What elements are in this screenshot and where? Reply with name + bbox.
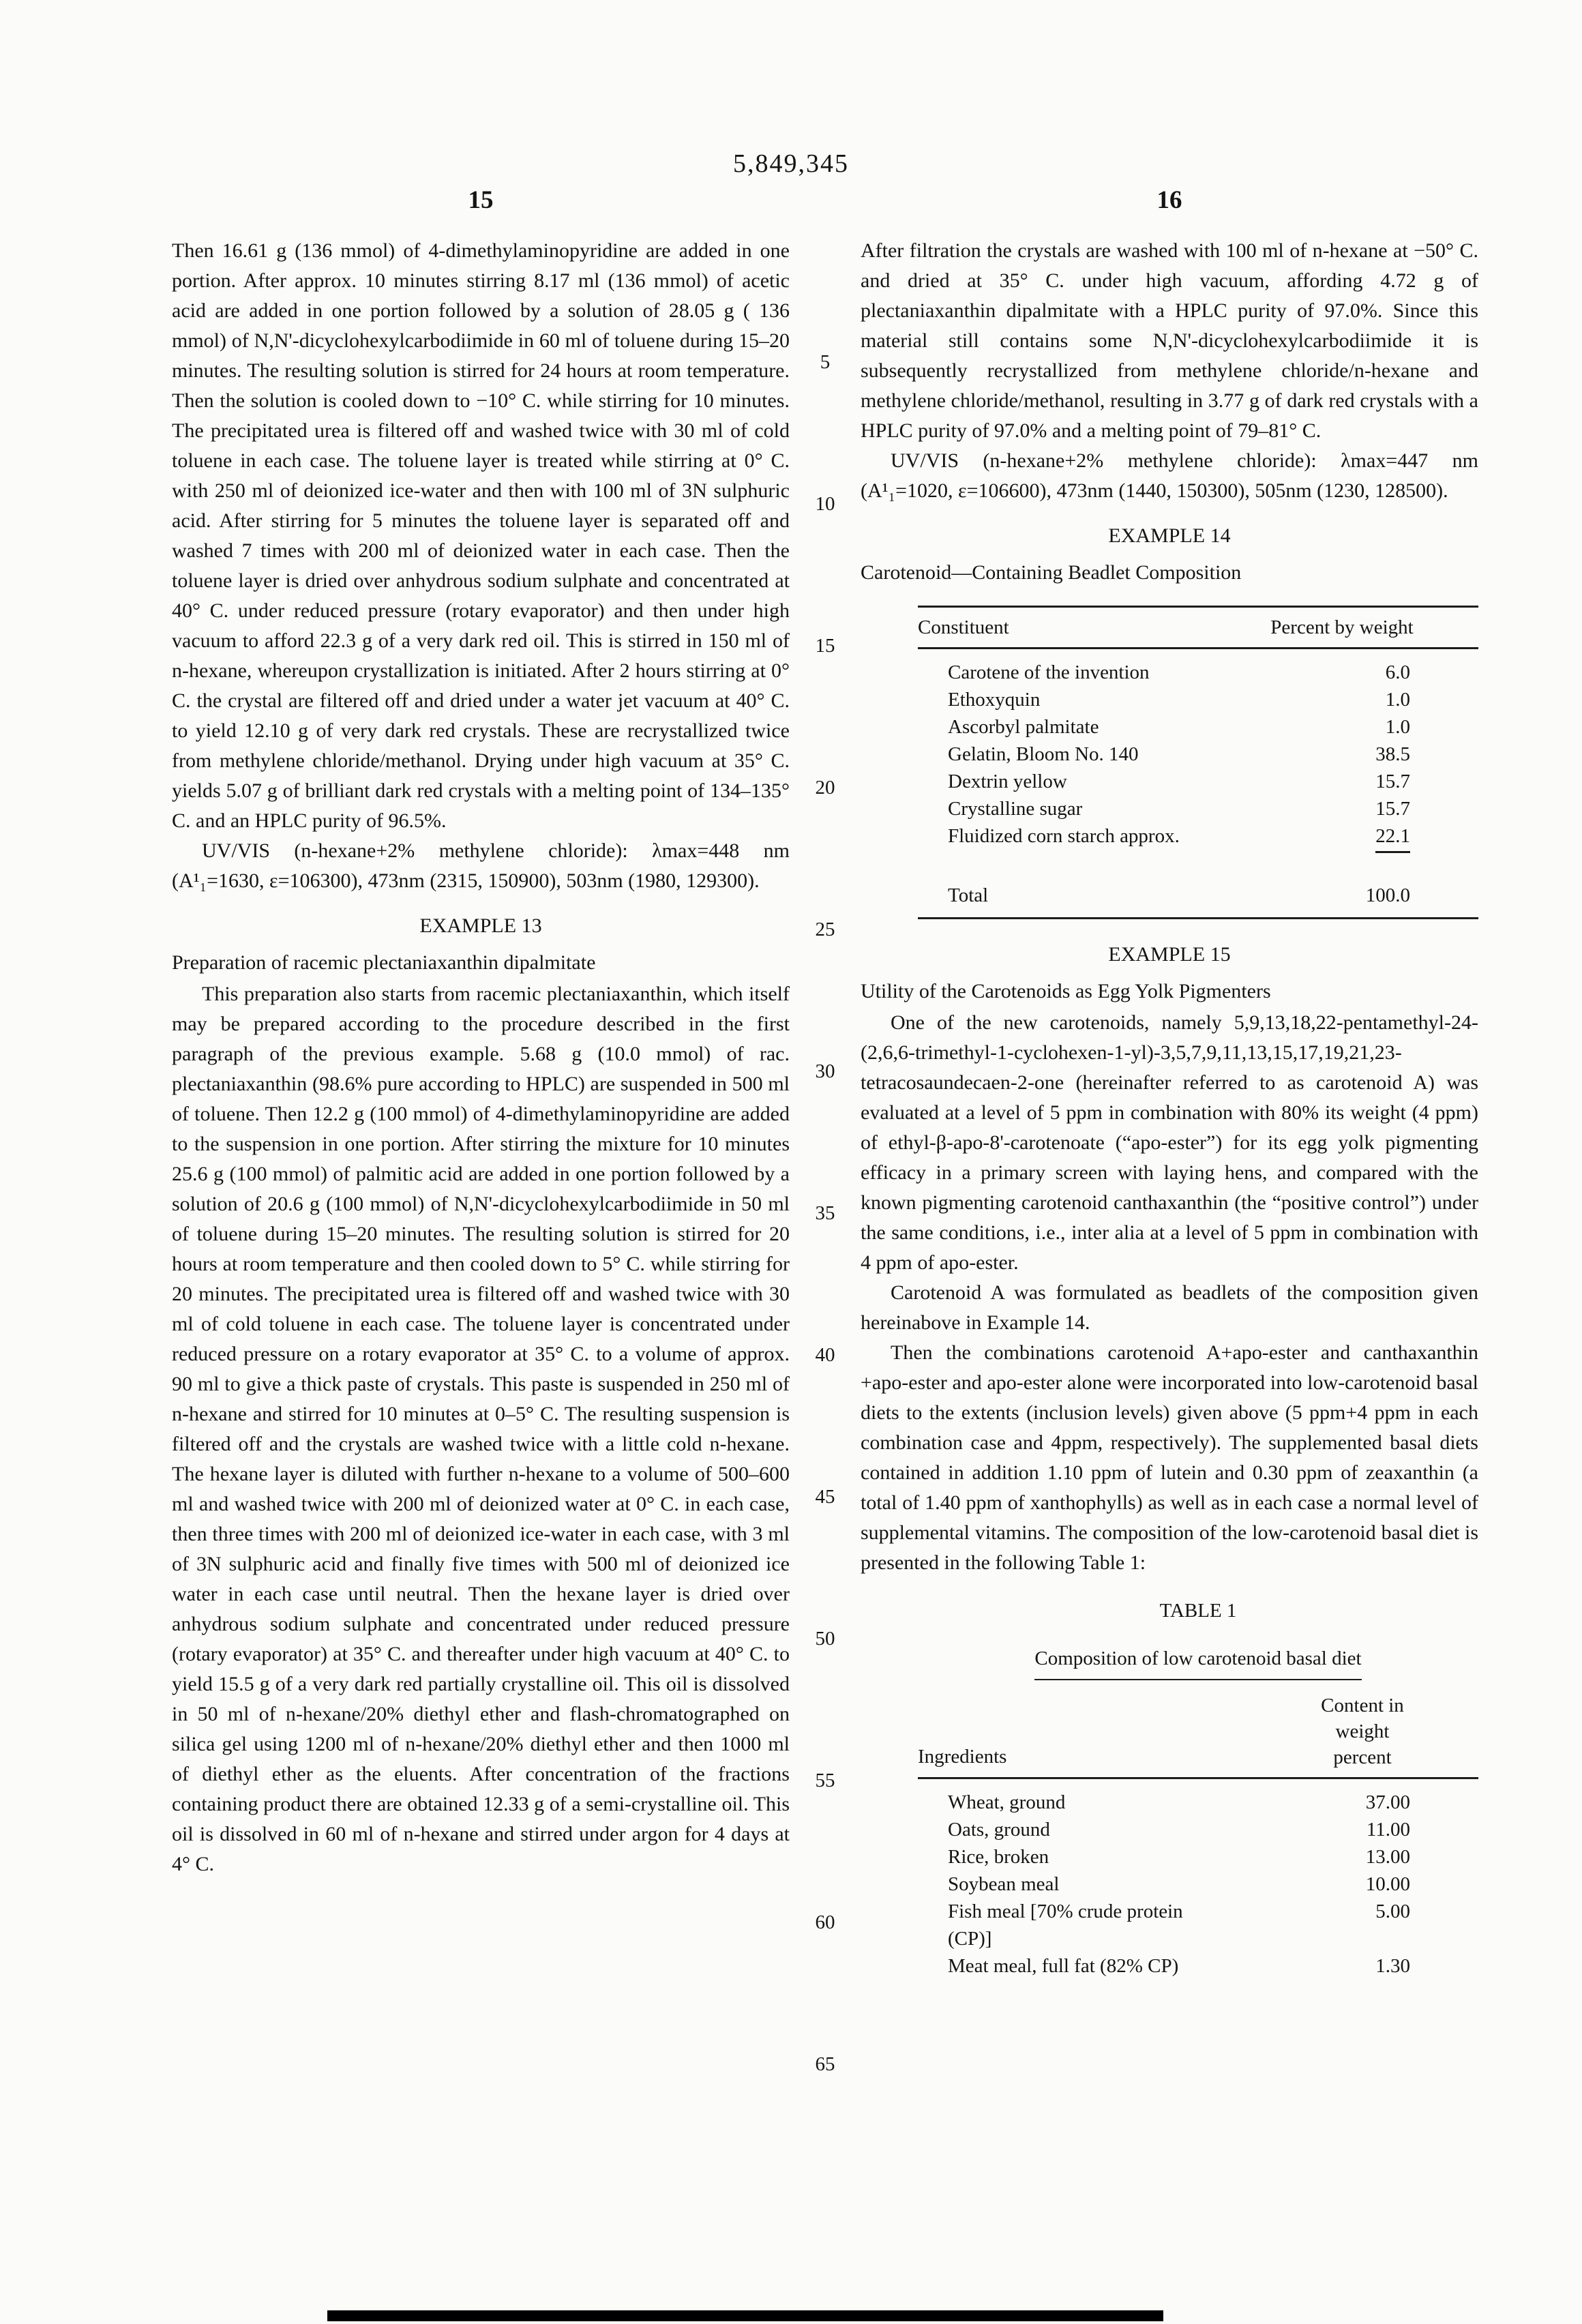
table-row <box>918 1952 1478 1980</box>
horizontal-rule <box>918 917 1478 919</box>
paragraph-procedure-continuation: Then 16.61 g (136 mmol) of 4-dimethylaminopyridine are added in one portion. After approx. 10 minutes stirring 8.17 ml (136 mmol) of acetic acid are added in one portion followed by a solution of 28.05 g ( 136 mmol) of N,N'-dicyclohexylcarbodiimide in 60 ml of toluene during 15–20 minutes. The resulting solution is stirred for 24 hours at room temperature. Then the solution is cooled down to −10° C. while stirring for 10 minutes. The precipitated urea is filtered off and washed twice with 30 ml of cold toluene in each case. The toluene layer is treated while stirring at 0° C. with 250 ml of deionized ice-water and then with 100 ml of 3N sulphuric acid. After stirring for 5 minutes the toluene layer is separated off and washed 7 times with 200 ml of deionized water in each case. Then the toluene layer is dried over anhydrous sodium sulphate and concentrated at 40° C. under reduced pressure (rotary evaporator) and then under high vacuum to afford 22.3 g of a very dark red oil. This is stirred in 150 ml of n-hexane, whereupon crystallization is initiated. After 2 hours stirring at 0° C. the crystal are filtered off and dried under a water jet vacuum at 40° C. to yield 12.10 g of very dark red crystals. These are recrystallized twice from methylene chloride/methanol. Drying under high vacuum at 35° C. yields 5.07 g of brilliant dark red crystals with a melting point of 134–135° C. and an HPLC purity of 96.5%. <box>172 239 790 832</box>
basal-diet-table <box>918 1596 1478 1980</box>
beadlet-composition-table <box>918 606 1478 919</box>
cell-percent: 38.5 <box>1375 743 1410 765</box>
scan-artifact-bar <box>327 2310 1163 2321</box>
cell-constituent: Gelatin, Bloom No. 140 <box>948 743 1139 765</box>
cell-content: 37.00 <box>1365 1791 1410 1813</box>
cell-constituent: Fluidized corn starch approx. <box>948 825 1180 847</box>
example-15-subtitle: Utility of the Carotenoids as Egg Yolk Pigmenters <box>861 980 1271 1002</box>
cell-content: 5.00 <box>1375 1901 1410 1922</box>
line-number: 15 <box>815 635 835 657</box>
table-body <box>918 649 1478 917</box>
cell-content: 13.00 <box>1365 1846 1410 1868</box>
table-row <box>918 768 1478 795</box>
cell-ingredient: Wheat, ground <box>948 1791 1066 1813</box>
example-13-heading: EXAMPLE 13 <box>419 914 542 937</box>
patent-number: 5,849,345 <box>733 149 849 178</box>
line-number: 20 <box>815 777 835 799</box>
paragraph-beadlet-formulation: Carotenoid A was formulated as beadlets of the composition given hereinabove in Example 14. <box>861 1281 1478 1334</box>
cell-percent: 1.0 <box>1385 689 1410 711</box>
table-row <box>918 795 1478 822</box>
left-column <box>172 236 790 1879</box>
table-header-row <box>918 1693 1478 1777</box>
cell-content: 1.30 <box>1375 1955 1410 1977</box>
line-number: 35 <box>815 1202 835 1224</box>
cell-constituent: Carotene of the invention <box>948 661 1150 683</box>
cell-constituent: Ethoxyquin <box>948 689 1041 711</box>
column-header-ingredients: Ingredients <box>918 1746 1007 1768</box>
cell-ingredient: Soybean meal <box>948 1873 1060 1895</box>
cell-content: 11.00 <box>1366 1819 1410 1841</box>
line-number: 65 <box>815 2053 835 2075</box>
line-number: 55 <box>815 1770 835 1791</box>
table-row <box>918 1898 1478 1952</box>
cell-constituent: Ascorbyl palmitate <box>948 716 1099 738</box>
cell-ingredient: Meat meal, full fat (82% CP) <box>948 1955 1179 1977</box>
table-row <box>918 1843 1478 1871</box>
cell-ingredient: Oats, ground <box>948 1819 1050 1841</box>
table-1-title: TABLE 1 <box>1159 1600 1237 1622</box>
column-header-content: Content in weight percent <box>1321 1695 1404 1768</box>
line-number: 25 <box>815 919 835 940</box>
table-row <box>918 686 1478 713</box>
table-1-caption <box>918 1643 1478 1680</box>
example-15-heading: EXAMPLE 15 <box>1108 943 1231 966</box>
cell-percent: 15.7 <box>1375 771 1410 792</box>
column-header-percent: Percent by weight <box>1270 616 1414 638</box>
line-number: 30 <box>815 1060 835 1082</box>
table-row <box>918 1816 1478 1843</box>
cell-percent: 1.0 <box>1385 716 1410 738</box>
line-number: 40 <box>815 1344 835 1366</box>
table-1-caption-text: Composition of low carotenoid basal diet <box>1034 1643 1361 1680</box>
table-row <box>918 713 1478 741</box>
paragraph-basal-diets: Then the combinations carotenoid A+apo-ester and canthaxanthin +apo-ester and apo-ester alone were incorporated into low-carotenoid basal diets to the extents (inclusion levels) given above (5 ppm+4 ppm in each combination case and 4ppm, respectively). The supplemented basal diets contained in addition 1.10 ppm of lutein and 0.30 ppm of zeaxanthin (a total of 1.40 ppm of xanthophylls) as well as in each case a normal level of supplemental vitamins. The composition of the low-carotenoid basal diet is presented in the following Table 1: <box>861 1341 1478 1574</box>
right-column <box>861 236 1478 2000</box>
line-number: 5 <box>820 351 831 373</box>
column-header-constituent: Constituent <box>918 616 1009 638</box>
cell-percent: 15.7 <box>1375 798 1410 820</box>
cell-content: 10.00 <box>1365 1873 1410 1895</box>
line-number-gutter <box>790 0 861 2324</box>
table-row <box>918 741 1478 768</box>
sum-underline: 22.1 <box>1375 822 1410 853</box>
example-14-subtitle: Carotenoid—Containing Beadlet Composition <box>861 561 1242 584</box>
right-column-page-number: 16 <box>1156 186 1182 214</box>
table-row <box>918 822 1478 853</box>
paragraph-carotenoid-a: One of the new carotenoids, namely 5,9,13,18,22-pentamethyl-24-(2,6,6-trimethyl-1-cyclohexen-1-yl)-3,5,7,9,11,13,15,17,19,21,23-tetracosaundecaen-2-one (hereinafter referred to as carotenoid A) was evaluated at a level of 5 ppm in combination with 80% its weight (4 ppm) of ethyl-β-apo-8'-carotenoate (“apo-ester”) for its egg yolk pigmenting efficacy in a primary screen with laying hens, and compared with the known pigmenting carotenoid canthaxanthin (the “positive control”) under the same conditions, i.e., inter alia at a level of 5 ppm in combination with 4 ppm of apo-ester. <box>861 1011 1478 1274</box>
cell-total-label: Total <box>948 884 989 906</box>
example-13-subtitle: Preparation of racemic plectaniaxanthin dipalmitate <box>172 951 596 974</box>
cell-constituent: Dextrin yellow <box>948 771 1067 792</box>
line-number: 60 <box>815 1911 835 1933</box>
table-row <box>918 1871 1478 1898</box>
paragraph-example-13-body: This preparation also starts from racemic plectaniaxanthin, which itself may be prepared according to the procedure described in the first paragraph of the previous example. 5.68 g (10.0 mmol) of rac. plectaniaxanthin (98.6% pure according to HPLC) are suspended in 500 ml of toluene. Then 12.2 g (100 mmol) of 4-dimethylaminopyridine are added to the suspension in one portion. After stirring the mixture for 10 minutes 25.6 g (100 mmol) of palmitic acid are added in one portion followed by a solution of 20.6 g (100 mmol) of N,N'-dicyclohexylcarbodiimide in 50 ml of toluene during 15–20 minutes. The resulting solution is stirred for 20 hours at room temperature and then cooled down to 5° C. while stirring for 20 minutes. The precipitated urea is filtered off and washed twice with 30 ml of cold toluene in each case. The toluene layer is concentrated under reduced pressure on a rotary evaporator at 35° C. to a volume of approx. 90 ml to give a thick paste of crystals. This paste is suspended in 250 ml of n-hexane and stirred for 10 minutes at 0–5° C. The resulting suspension is filtered off and the crystals are washed twice with a little cold n-hexane. The hexane layer is diluted with further n-hexane to a volume of 500–600 ml and washed twice with 200 ml of deionized water at 0° C. in each case, then three times with 200 ml of deionized ice-water in each case, with 3 ml of 3N sulphuric acid and finally five times with 500 ml of deionized ice water in each case until neutral. Then the hexane layer is dried over anhydrous sodium sulphate and concentrated under reduced pressure (rotary evaporator) at 35° C. and thereafter under high vacuum at 40° C. to yield 15.5 g of a very dark red partially crystalline oil. This oil is dissolved in 50 ml of n-hexane/20% diethyl ether and flash-chromatographed on silica gel using 1200 ml of n-hexane/20% diethyl ether and then 1000 ml of diethyl ether as the eluents. After concentration of the fractions containing product there are obtained 12.33 g of a semi-crystalline oil. This oil is dissolved in 60 ml of n-hexane and stirred under argon for 4 days at 4° C. <box>172 983 790 1875</box>
cell-ingredient: Rice, broken <box>948 1846 1049 1868</box>
table-row <box>918 659 1478 686</box>
cell-ingredient: Fish meal [70% crude protein (CP)] <box>948 1901 1183 1950</box>
example-14-heading: EXAMPLE 14 <box>1108 524 1231 547</box>
table-total-row <box>918 882 1478 917</box>
paragraph-uvvis-447: UV/VIS (n-hexane+2% methylene chloride): λmax=447 nm (A¹₁=1020, ε=106600), 473nm (1440, 150300), 505nm (1230, 128500). <box>861 449 1478 502</box>
line-number: 10 <box>815 493 835 515</box>
cell-percent: 6.0 <box>1385 661 1410 683</box>
cell-total-value: 100.0 <box>1365 884 1410 906</box>
cell-constituent: Crystalline sugar <box>948 798 1083 820</box>
paragraph-uvvis-448: UV/VIS (n-hexane+2% methylene chloride): λmax=448 nm (A¹₁=1630, ε=106300), 473nm (2315, 150900), 503nm (1980, 129300). <box>172 839 790 892</box>
table-header-row <box>918 608 1478 647</box>
left-column-page-number: 15 <box>468 186 494 214</box>
table-row <box>918 1789 1478 1816</box>
line-number: 50 <box>815 1628 835 1650</box>
cell-percent <box>1212 822 1478 853</box>
line-number: 45 <box>815 1486 835 1508</box>
table-body <box>918 1779 1478 1980</box>
paragraph-filtration: After filtration the crystals are washed with 100 ml of n-hexane at −50° C. and dried at 35° C. under high vacuum, affording 4.72 g of plectaniaxanthin dipalmitate with a HPLC purity of 97.0%. Since this material still contains some N,N'-dicyclohexylcarbodiimide it is subsequently recrystallized from methylene chloride/n-hexane and methylene chloride/methanol, resulting in 3.77 g of dark red crystals with a HPLC purity of 97.0% and a melting point of 79–81° C. <box>861 239 1478 442</box>
